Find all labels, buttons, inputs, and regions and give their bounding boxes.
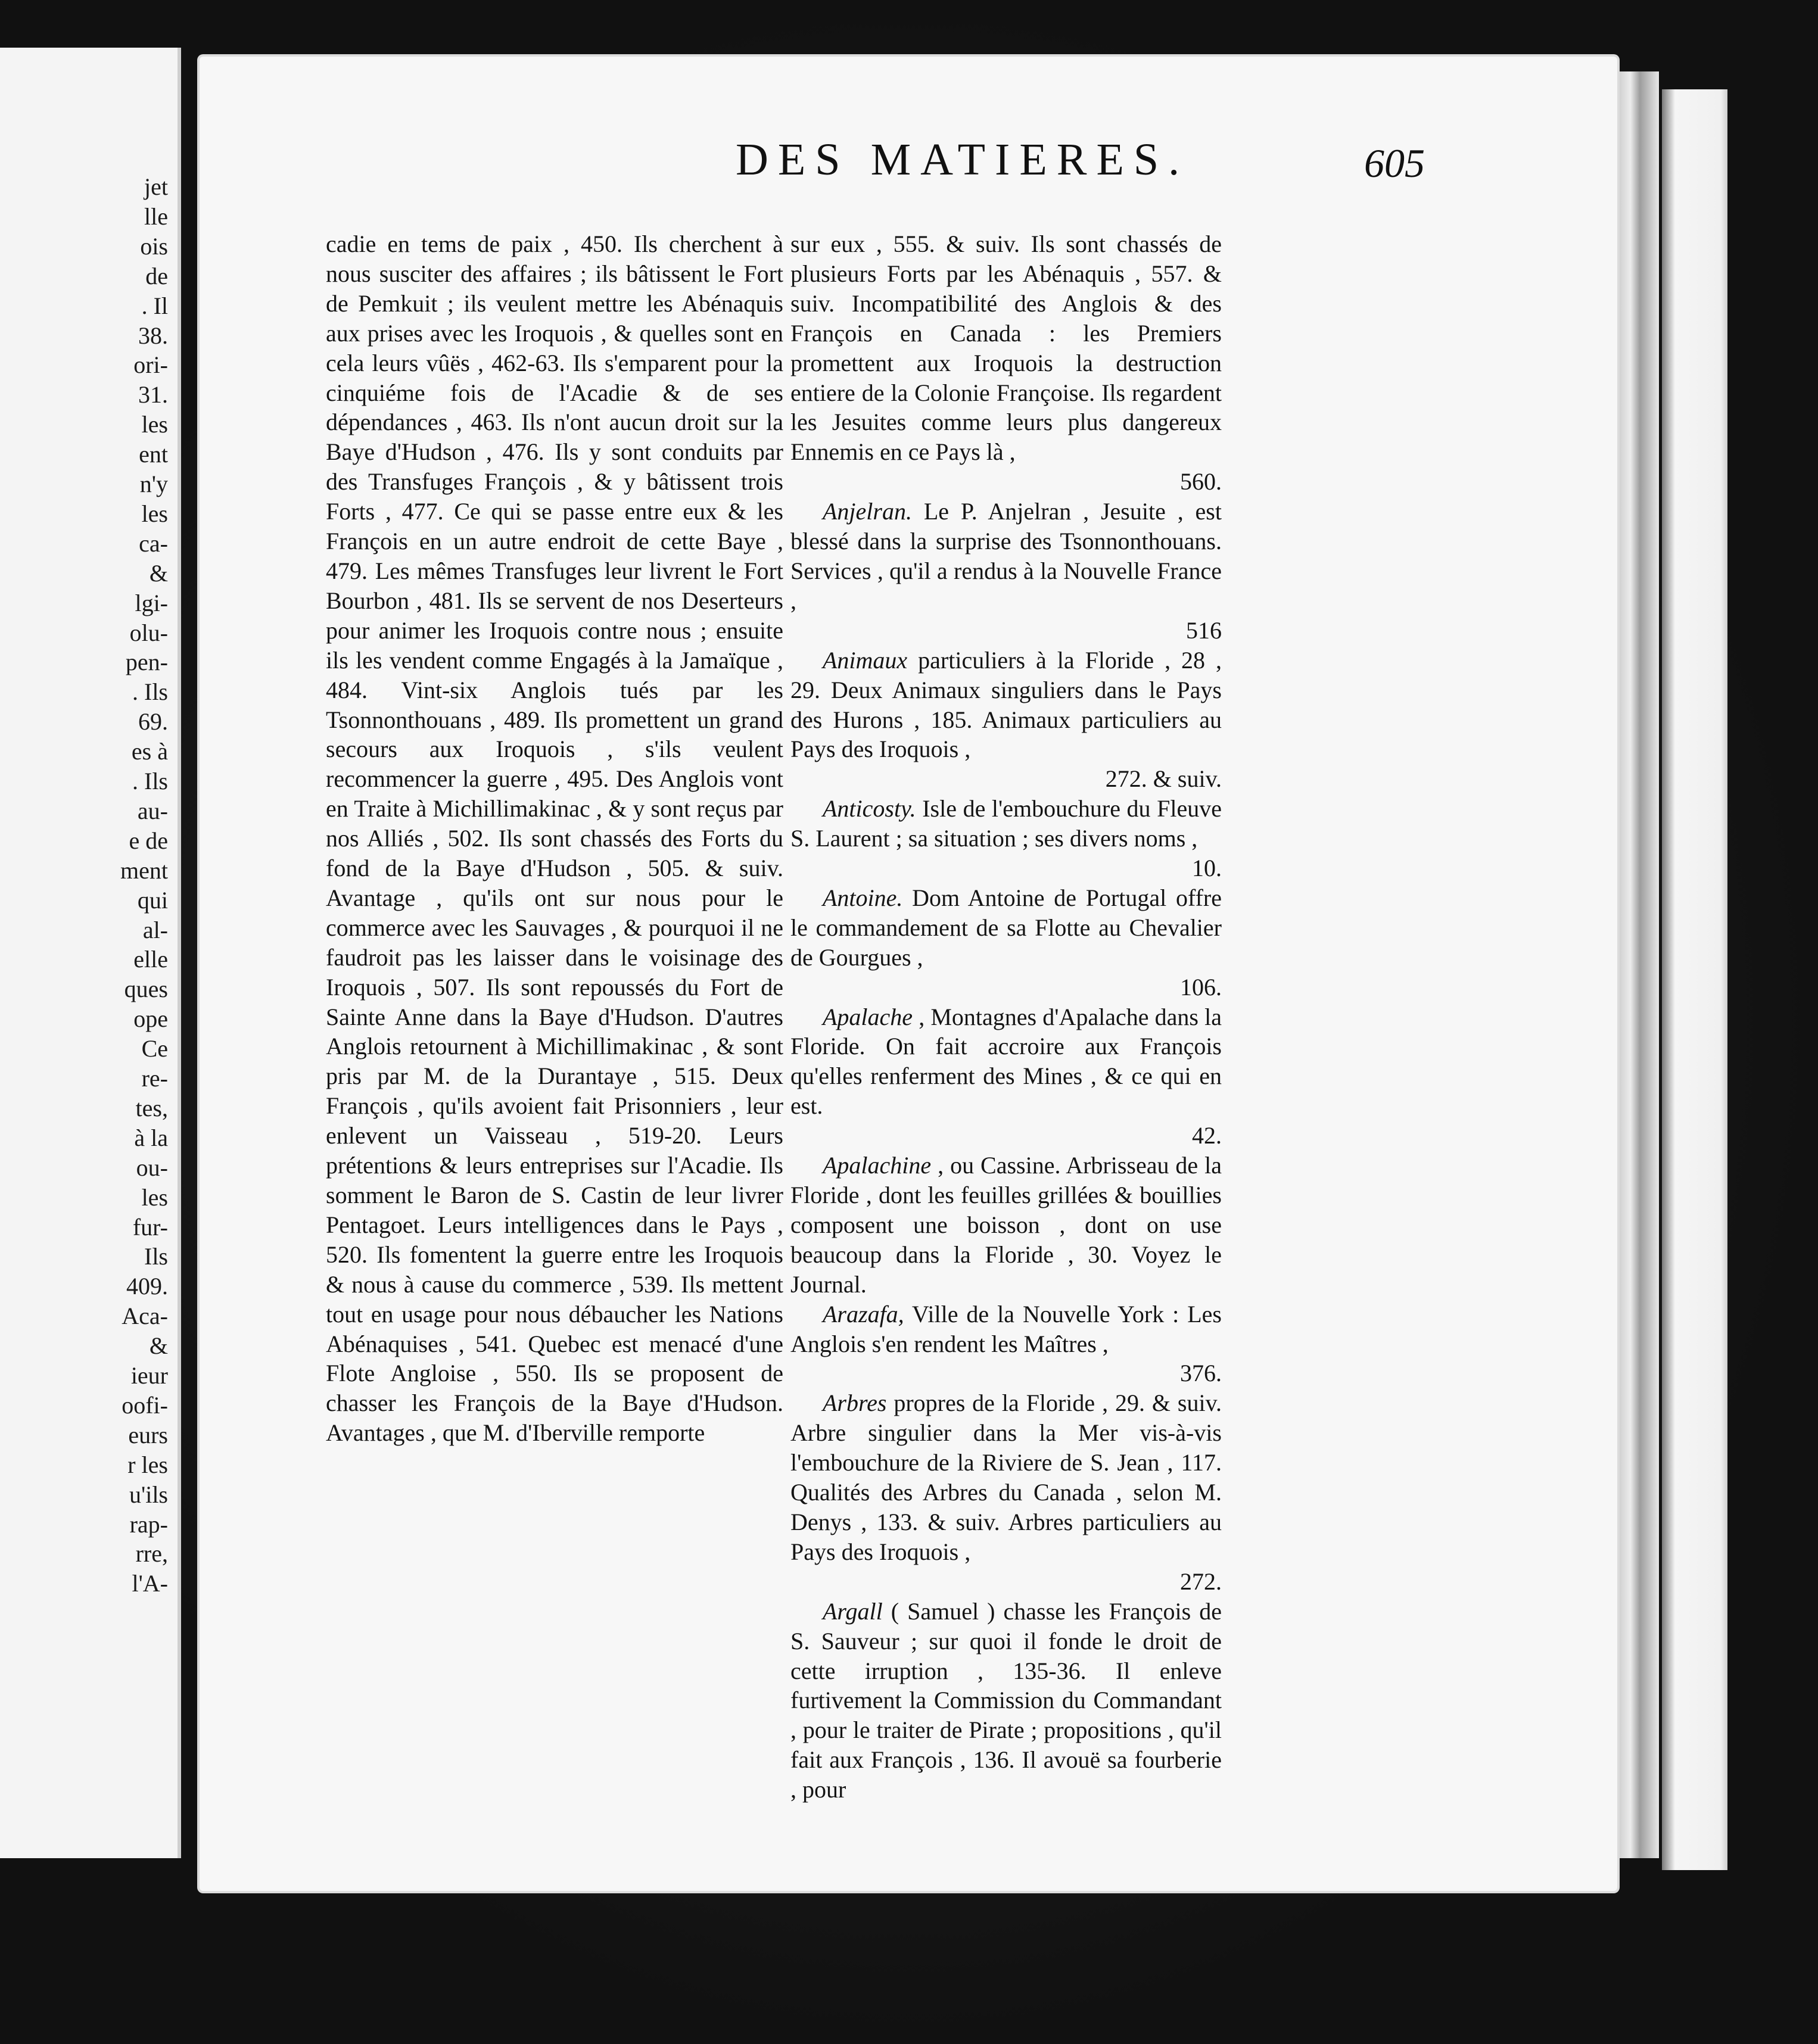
index-entry-text: propres de la Floride , 29. & suiv. Arbre singulier dans la Mer vis-à-vis l'embouchure de la Riviere de S. Jean , 117. Qualités des Arbres du Canada , selon M. Denys , 133. & suiv. Arbres particuliers au Pays des Iroquois ,	[790, 1389, 1222, 1565]
index-headword: Apalachine	[823, 1152, 932, 1179]
continuation-text	[790, 229, 1222, 497]
left-page-fragment: rre,	[135, 1540, 168, 1568]
left-page-fragment: ques	[124, 976, 168, 1003]
right-column	[790, 229, 1222, 1805]
left-page-fragment: rap-	[129, 1510, 168, 1538]
page-edges-outer	[1662, 89, 1727, 1870]
index-headword: Apalache	[823, 1003, 913, 1030]
index-entry	[790, 646, 1222, 794]
left-page-fragment: 31.	[138, 381, 168, 409]
left-page-fragment: eurs	[128, 1421, 168, 1448]
index-page-ref: 272.	[1180, 1568, 1222, 1595]
left-page-fragment: elle	[133, 946, 168, 973]
index-entry-text: Ville de la Nouvelle York : Les Anglois s'en rendent les Maîtres ,	[790, 1300, 1222, 1357]
index-page-ref: 376.	[1180, 1360, 1222, 1387]
left-page-fragment: . Ils	[132, 768, 168, 794]
left-page-fragment: les	[141, 1183, 168, 1211]
left-page-fragment: oofi-	[122, 1391, 168, 1419]
left-page-fragment: 69.	[138, 708, 168, 736]
left-page-fragment: les	[141, 411, 168, 438]
left-page-fragment: ieur	[130, 1362, 168, 1389]
index-entry-text: , ou Cassine. Arbrisseau de la Floride , dont les feuilles grillées & bouillies composent une boisson , dont on use beaucoup dans la Floride , 30. Voyez le Journal.	[790, 1152, 1222, 1298]
left-page-fragment: es à	[131, 738, 168, 765]
left-facing-page	[0, 48, 181, 1858]
index-headword: Anjelran.	[823, 498, 912, 525]
index-headword: Arazafa,	[823, 1300, 904, 1328]
left-page-fragment: 409.	[126, 1273, 168, 1300]
continuation-page-ref: 560.	[1180, 468, 1222, 496]
left-page-fragment: lgi-	[135, 589, 168, 616]
left-page-fragment: . Ils	[132, 678, 168, 706]
left-page-fragment: qui	[137, 886, 168, 914]
index-page-ref: 106.	[1180, 973, 1222, 1001]
left-page-fragment: re-	[141, 1065, 168, 1092]
left-page-fragment: olu-	[129, 619, 168, 646]
left-page-fragment: 38.	[138, 322, 168, 349]
left-page-fragment: à la	[134, 1124, 168, 1151]
index-page-ref: 42.	[1192, 1122, 1222, 1149]
left-page-fragment: tes,	[135, 1094, 168, 1121]
index-entry	[790, 497, 1222, 646]
left-page-fragment: r les	[127, 1451, 168, 1478]
index-page-ref: 516	[1186, 616, 1222, 644]
left-page-fragment: ori-	[133, 351, 168, 379]
left-page-fragment: al-	[142, 916, 168, 943]
left-page-fragment: les	[141, 500, 168, 527]
left-page-fragment: n'y	[139, 471, 168, 497]
page-number: 605	[1364, 141, 1425, 186]
left-page-fragment: Aca-	[122, 1303, 168, 1330]
running-head: DES MATIERES.	[736, 135, 1190, 185]
left-page-fragment: au-	[137, 797, 168, 824]
left-page-fragment: jet	[144, 173, 168, 200]
left-page-fragment: u'ils	[129, 1481, 168, 1508]
index-headword: Arbres	[823, 1389, 887, 1417]
left-page-fragment: . Il	[141, 292, 168, 319]
index-headword: Argall	[823, 1597, 883, 1625]
index-entry	[790, 794, 1222, 883]
left-page-fragment: Ce	[141, 1035, 168, 1062]
index-entry	[790, 883, 1222, 1002]
index-entry-text: particuliers à la Floride , 28 , 29. Deux Animaux singuliers dans le Pays des Hurons , 185. Animaux particuliers au Pays des Iroquois ,	[790, 646, 1222, 763]
left-page-fragment: ca-	[139, 529, 168, 557]
left-column	[326, 229, 783, 1448]
continuation-body: sur eux , 555. & suiv. Ils sont chassés de plusieurs Forts par les Abénaquis , 557. & suiv. Incompatibilité des Anglois & des François en Canada : les Premiers promettent aux Iroquois la destruction entiere de la Colonie Françoise. Ils regardent les Jesuites comme leurs plus dangereux Ennemis en ce Pays là ,	[790, 230, 1222, 466]
index-entry-text: ( Samuel ) chasse les François de S. Sauveur ; sur quoi il fonde le droit de cette irruption , 135-36. Il enleve furtivement la Commission du Commandant , pour le traiter de Pirate ; propositions , qu'il fait aux François , 136. Il avouë sa fourberie , pour	[790, 1597, 1222, 1803]
index-entry	[790, 1002, 1222, 1151]
left-page-fragment: ois	[140, 232, 168, 260]
left-page-fragment: e de	[129, 827, 168, 854]
left-page-fragment: l'A-	[132, 1570, 168, 1597]
book-page	[200, 57, 1617, 1891]
index-page-ref: 10.	[1192, 855, 1222, 882]
index-headword: Animaux	[823, 646, 908, 674]
left-page-fragment: lle	[144, 202, 168, 230]
left-page-fragment: de	[145, 262, 168, 289]
index-entry	[790, 1597, 1222, 1805]
index-entry-text: Le P. Anjelran , Jesuite , est blessé dans la surprise des Tsonnonthouans. Services , qu'il a rendus à la Nouvelle France ,	[790, 498, 1222, 614]
index-entry	[790, 1388, 1222, 1596]
index-page-ref: 272. & suiv.	[1105, 765, 1222, 793]
left-page-fragment: pen-	[125, 649, 168, 676]
left-page-fragment: ou-	[136, 1154, 168, 1181]
index-headword: Anticosty.	[823, 795, 916, 822]
index-entry-text: Isle de l'embouchure du Fleuve S. Laurent ; sa situation ; ses divers noms ,	[790, 795, 1222, 852]
index-entry-text: , Montagnes d'Apalache dans la Floride. On fait accroire aux François qu'elles renferment des Mines , & ce qui en est.	[790, 1003, 1222, 1120]
left-column-text: cadie en tems de paix , 450. Ils cherchent à nous susciter des affaires ; ils bâtissent le Fort de Pemkuit ; ils veulent mettre les Abénaquis aux prises avec les Iroquois , & quelles sont en cela leurs vûës , 462-63. Ils s'emparent pour la cinquiéme fois de l'Acadie & de ses dépendances , 463. Ils n'ont aucun droit sur la Baye d'Hudson , 476. Ils y sont conduits par des Transfuges François , & y bâtissent trois Forts , 477. Ce qui se passe entre eux & les François en un autre endroit de cette Baye , 479. Les mêmes Transfuges leur livrent le Fort Bourbon , 481. Ils se servent de nos Deserteurs pour animer les Iroquois contre nous ; ensuite ils les vendent comme Engagés à la Jamaïque , 484. Vint-six Anglois tués par les Tsonnonthouans , 489. Ils promettent un grand secours aux Iroquois , s'ils veulent recommencer la guerre , 495. Des Anglois vont en Traite à Michillimakinac , & y sont reçus par nos Alliés , 502. Ils sont chassés des Forts du fond de la Baye d'Hudson , 505. & suiv. Avantage , qu'ils ont sur nous pour le commerce avec les Sauvages , & pourquoi il ne faudroit pas les laisser dans le voisinage des Iroquois , 507. Ils sont repoussés du Fort de Sainte Anne dans la Baye d'Hudson. D'autres Anglois retournent à Michillimakinac , & sont pris par M. de la Durantaye , 515. Deux François , qu'ils avoient fait Prisonniers , leur enlevent un Vaisseau , 519-20. Leurs prétentions & leurs entreprises sur l'Acadie. Ils somment le Baron de S. Castin de leur livrer Pentagoet. Leurs intelligences dans le Pays , 520. Ils fomentent la guerre entre les Iroquois & nous à cause du commerce , 539. Ils mettent tout en usage pour nous débaucher les Nations Abénaquises , 541. Quebec est menacé d'une Flote Angloise , 550. Ils se proposent de chasser les François de la Baye d'Hudson. Avantages , que M. d'Iberville remporte	[326, 230, 783, 1447]
left-page-fragment: Ils	[144, 1243, 168, 1270]
index-entry	[790, 1151, 1222, 1300]
page-edges	[1611, 71, 1659, 1858]
left-page-fragment: fur-	[132, 1213, 168, 1241]
left-page-fragment: ope	[133, 1005, 168, 1033]
left-page-fragment: &	[149, 1332, 168, 1360]
index-entry	[790, 1300, 1222, 1389]
left-page-fragment: &	[149, 559, 168, 587]
left-page-fragment: ent	[139, 441, 168, 468]
index-headword: Antoine.	[823, 884, 903, 911]
left-page-fragment: ment	[120, 856, 168, 884]
index-entry-text: Dom Antoine de Portugal offre le commandement de sa Flotte au Chevalier de Gourgues ,	[790, 884, 1222, 971]
